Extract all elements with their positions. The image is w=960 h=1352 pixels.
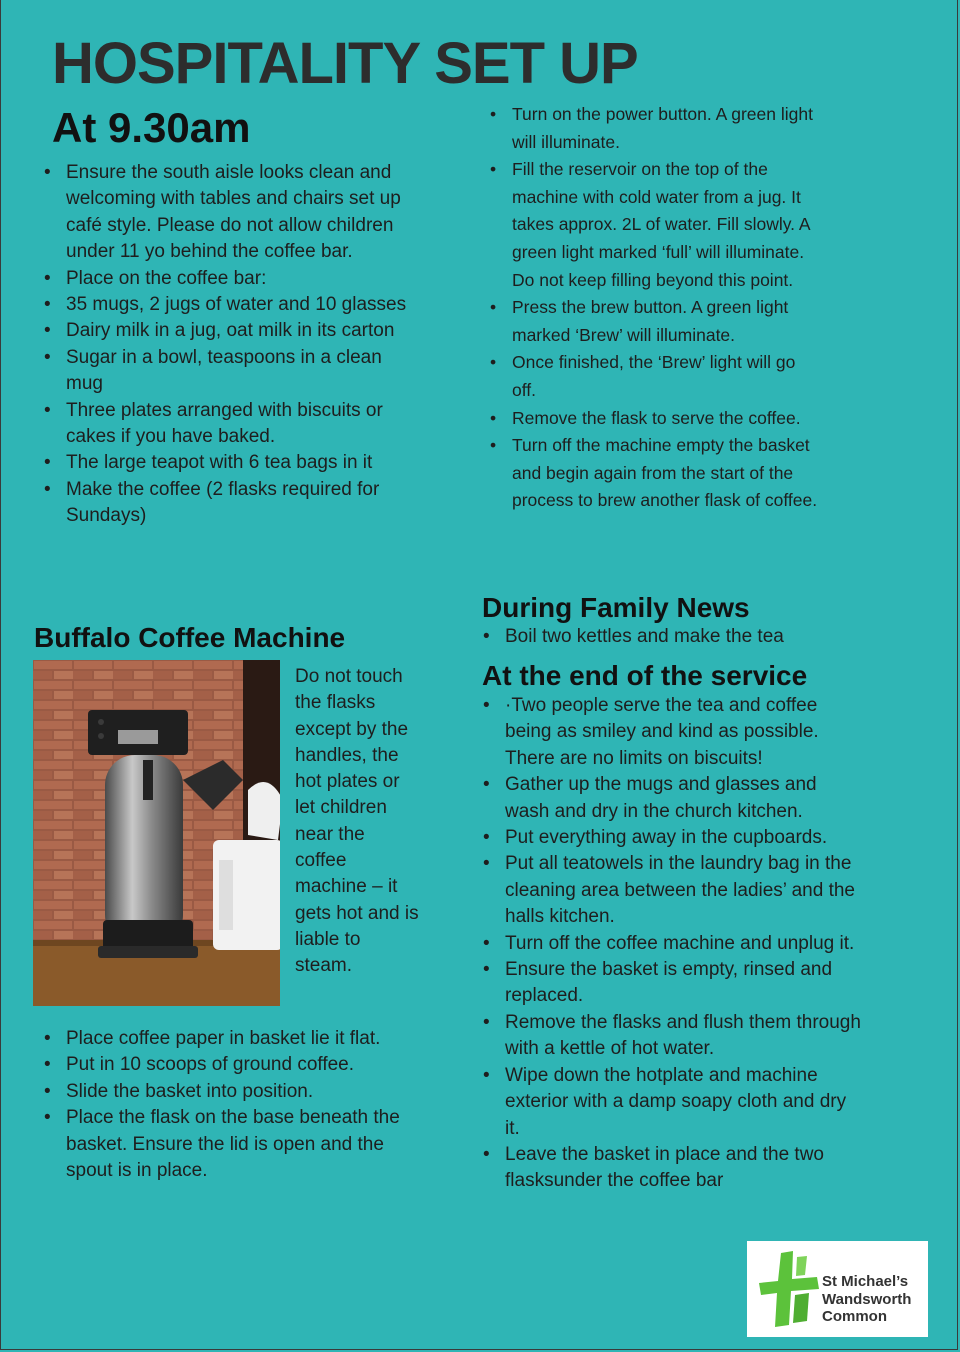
list-item: • Ensure the south aisle looks clean and welcoming with tables and chairs set up café style. Please do not allow children under 11 yo behind the coffee bar.: [34, 160, 414, 266]
list-item: • Gather up the mugs and glasses and wash and dry in the church kitchen.: [473, 772, 863, 825]
list-item: • Fill the reservoir on the top of the machine with cold water from a jug. It takes approx. 2L of water. Fill slowly. A green light marked ‘full’ will illuminate. Do not keep filling beyond this point.: [480, 156, 820, 294]
coffee-machine-photo: [33, 660, 280, 1006]
list-item: • Turn off the coffee machine and unplug it.: [473, 931, 863, 957]
list-item: • Place on the coffee bar:: [34, 266, 414, 292]
list-item: • Turn off the machine empty the basket and begin again from the start of the process to brew another flask of coffee.: [480, 432, 820, 515]
list-930: [34, 160, 414, 530]
list-end-service: [473, 693, 863, 1195]
list-item: • Make the coffee (2 flasks required for Sundays): [34, 477, 414, 530]
list-item: • Ensure the basket is empty, rinsed and replaced.: [473, 957, 863, 1010]
list-family-news: [473, 624, 873, 650]
church-logo: [747, 1241, 928, 1337]
green-cross-icon: [759, 1251, 821, 1327]
safety-note: Do not touch the flasks except by the handles, the hot plates or let children near the coffee machine – it gets hot and is liable to steam.: [295, 666, 419, 977]
list-item: • Leave the basket in place and the two flasksunder the coffee bar: [473, 1142, 863, 1195]
list-item: • Slide the basket into position.: [34, 1079, 434, 1105]
list-item: • Press the brew button. A green light marked ‘Brew’ will illuminate.: [480, 294, 820, 349]
list-item: • Place the flask on the base beneath the basket. Ensure the lid is open and the spout is in place.: [34, 1105, 434, 1184]
logo-line-2: Wandsworth: [822, 1290, 912, 1308]
list-item: • Remove the flask to serve the coffee.: [480, 405, 820, 433]
logo-text: [822, 1273, 911, 1326]
list-item: • Place coffee paper in basket lie it flat.: [34, 1026, 434, 1052]
list-item: • 35 mugs, 2 jugs of water and 10 glasses: [34, 292, 414, 318]
heading-930: At 9.30am: [52, 104, 251, 151]
heading-end-service: At the end of the service: [482, 660, 808, 691]
heading-family-news: During Family News: [482, 592, 750, 623]
list-item: • Three plates arranged with biscuits or cakes if you have baked.: [34, 398, 414, 451]
list-item: • Boil two kettles and make the tea: [473, 624, 873, 650]
list-item: • Put everything away in the cupboards.: [473, 825, 863, 851]
list-item: • Remove the flasks and flush them through with a kettle of hot water.: [473, 1010, 863, 1063]
list-item: • Put in 10 scoops of ground coffee.: [34, 1052, 434, 1078]
heading-machine: Buffalo Coffee Machine: [34, 622, 346, 653]
list-item: • Put all teatowels in the laundry bag in the cleaning area between the ladies’ and the halls kitchen.: [473, 851, 863, 930]
list-machine-continued: [480, 101, 820, 515]
logo-line-1: St Michael’s: [822, 1273, 909, 1290]
list-item: • The large teapot with 6 tea bags in it: [34, 450, 414, 476]
list-item: • Turn on the power button. A green light will illuminate.: [480, 101, 820, 156]
list-item: • Dairy milk in a jug, oat milk in its carton: [34, 318, 414, 344]
logo-line-3: Common: [822, 1308, 887, 1325]
list-item: • Once finished, the ‘Brew’ light will go off.: [480, 349, 820, 404]
list-item: • Wipe down the hotplate and machine exterior with a damp soapy cloth and dry it.: [473, 1063, 863, 1142]
list-item: • ·Two people serve the tea and coffee being as smiley and kind as possible. There are no limits on biscuits!: [473, 693, 863, 772]
page-title: HOSPITALITY SET UP: [52, 31, 638, 96]
list-item: • Sugar in a bowl, teaspoons in a clean mug: [34, 345, 414, 398]
list-machine-steps: [34, 1026, 434, 1184]
